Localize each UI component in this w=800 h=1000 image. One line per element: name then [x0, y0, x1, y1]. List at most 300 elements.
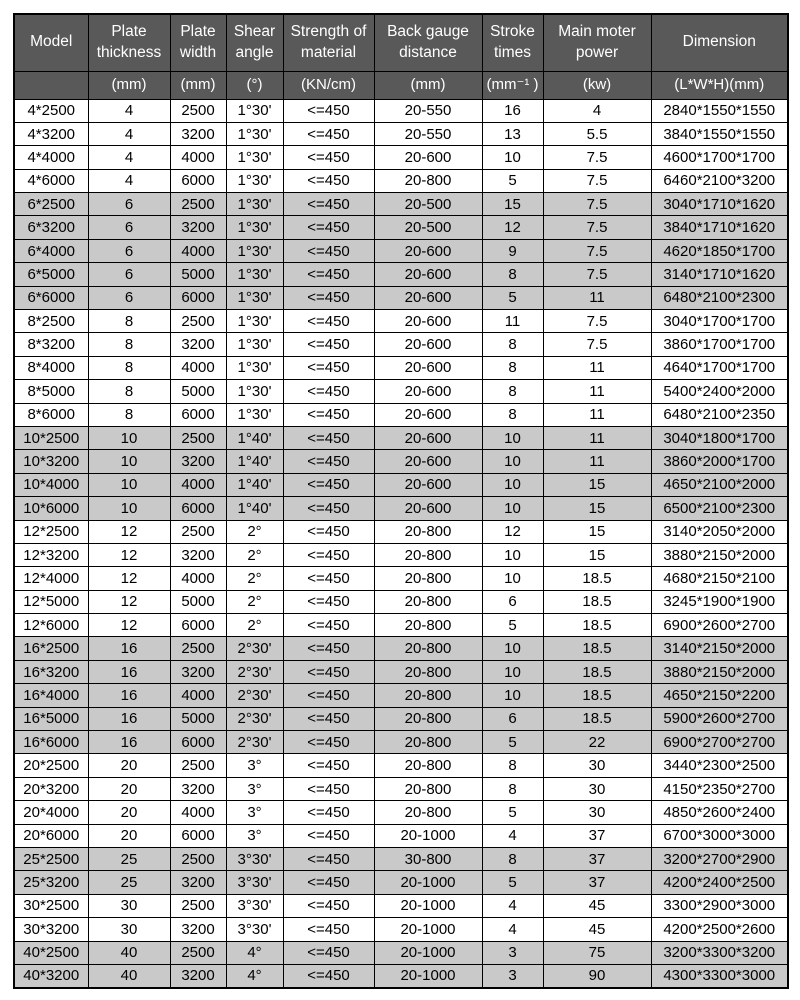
cell-strength-material: <=450 — [283, 122, 374, 145]
cell-dimension: 3880*2150*2000 — [651, 543, 788, 566]
table-row — [14, 310, 788, 333]
table-row — [14, 193, 788, 216]
cell-main-motor-power: 11 — [543, 426, 651, 449]
cell-stroke-times: 8 — [482, 754, 543, 777]
cell-plate-width: 2500 — [170, 99, 226, 122]
cell-strength-material: <=450 — [283, 941, 374, 964]
cell-plate-thickness: 6 — [88, 239, 170, 262]
cell-strength-material: <=450 — [283, 263, 374, 286]
cell-back-gauge-distance: 20-800 — [374, 660, 482, 683]
cell-shear-angle: 1°40' — [226, 450, 283, 473]
cell-plate-width: 3200 — [170, 918, 226, 941]
cell-stroke-times: 13 — [482, 122, 543, 145]
cell-back-gauge-distance: 20-600 — [374, 239, 482, 262]
cell-plate-thickness: 30 — [88, 894, 170, 917]
table-row — [14, 146, 788, 169]
cell-back-gauge-distance: 20-600 — [374, 426, 482, 449]
cell-model: 4*4000 — [14, 146, 88, 169]
table-row — [14, 707, 788, 730]
cell-strength-material: <=450 — [283, 801, 374, 824]
cell-model: 6*6000 — [14, 286, 88, 309]
cell-plate-width: 6000 — [170, 403, 226, 426]
table-row — [14, 964, 788, 987]
cell-model: 4*3200 — [14, 122, 88, 145]
cell-strength-material: <=450 — [283, 871, 374, 894]
cell-shear-angle: 2° — [226, 520, 283, 543]
cell-back-gauge-distance: 20-800 — [374, 614, 482, 637]
cell-dimension: 6460*2100*3200 — [651, 169, 788, 192]
cell-dimension: 4650*2150*2200 — [651, 684, 788, 707]
cell-plate-width: 3200 — [170, 122, 226, 145]
cell-shear-angle: 3° — [226, 777, 283, 800]
cell-plate-thickness: 12 — [88, 520, 170, 543]
header-back-gauge-distance: Back gauge distance — [374, 14, 482, 71]
header-shear-angle: Shear angle — [226, 14, 283, 71]
cell-stroke-times: 11 — [482, 310, 543, 333]
header-dimension: Dimension — [651, 14, 788, 71]
cell-plate-width: 6000 — [170, 286, 226, 309]
cell-model: 6*4000 — [14, 239, 88, 262]
cell-model: 8*6000 — [14, 403, 88, 426]
cell-plate-thickness: 20 — [88, 777, 170, 800]
cell-plate-thickness: 40 — [88, 941, 170, 964]
table-row — [14, 824, 788, 847]
cell-strength-material: <=450 — [283, 707, 374, 730]
cell-main-motor-power: 11 — [543, 380, 651, 403]
cell-main-motor-power: 18.5 — [543, 567, 651, 590]
cell-back-gauge-distance: 20-800 — [374, 637, 482, 660]
cell-back-gauge-distance: 20-600 — [374, 497, 482, 520]
cell-stroke-times: 10 — [482, 637, 543, 660]
cell-stroke-times: 5 — [482, 614, 543, 637]
cell-stroke-times: 12 — [482, 520, 543, 543]
cell-back-gauge-distance: 20-600 — [374, 263, 482, 286]
unit-dimension: (L*W*H)(mm) — [651, 71, 788, 99]
table-row — [14, 333, 788, 356]
cell-shear-angle: 1°30' — [226, 122, 283, 145]
cell-plate-width: 2500 — [170, 941, 226, 964]
cell-strength-material: <=450 — [283, 146, 374, 169]
cell-dimension: 6900*2700*2700 — [651, 731, 788, 754]
cell-back-gauge-distance: 20-800 — [374, 777, 482, 800]
cell-plate-width: 4000 — [170, 567, 226, 590]
cell-stroke-times: 8 — [482, 777, 543, 800]
cell-dimension: 4300*3300*3000 — [651, 964, 788, 987]
cell-back-gauge-distance: 20-550 — [374, 99, 482, 122]
cell-shear-angle: 1°30' — [226, 169, 283, 192]
cell-model: 8*3200 — [14, 333, 88, 356]
cell-stroke-times: 8 — [482, 848, 543, 871]
cell-main-motor-power: 7.5 — [543, 216, 651, 239]
cell-dimension: 3140*1710*1620 — [651, 263, 788, 286]
cell-plate-thickness: 8 — [88, 380, 170, 403]
cell-back-gauge-distance: 20-800 — [374, 731, 482, 754]
cell-main-motor-power: 5.5 — [543, 122, 651, 145]
cell-plate-thickness: 4 — [88, 169, 170, 192]
cell-dimension: 2840*1550*1550 — [651, 99, 788, 122]
cell-dimension: 3880*2150*2000 — [651, 660, 788, 683]
cell-shear-angle: 2° — [226, 543, 283, 566]
cell-shear-angle: 1°30' — [226, 356, 283, 379]
cell-dimension: 6500*2100*2300 — [651, 497, 788, 520]
cell-model: 16*6000 — [14, 731, 88, 754]
unit-shear-angle: (°) — [226, 71, 283, 99]
table-row — [14, 660, 788, 683]
cell-main-motor-power: 15 — [543, 497, 651, 520]
cell-plate-thickness: 10 — [88, 497, 170, 520]
cell-dimension: 4200*2500*2600 — [651, 918, 788, 941]
table-row — [14, 590, 788, 613]
cell-shear-angle: 2°30' — [226, 684, 283, 707]
cell-strength-material: <=450 — [283, 614, 374, 637]
unit-back-gauge-distance: (mm) — [374, 71, 482, 99]
cell-plate-width: 4000 — [170, 239, 226, 262]
cell-model: 40*3200 — [14, 964, 88, 987]
cell-shear-angle: 3° — [226, 824, 283, 847]
cell-main-motor-power: 18.5 — [543, 614, 651, 637]
cell-plate-thickness: 4 — [88, 122, 170, 145]
cell-stroke-times: 10 — [482, 684, 543, 707]
cell-plate-width: 3200 — [170, 543, 226, 566]
cell-plate-thickness: 6 — [88, 263, 170, 286]
cell-plate-width: 2500 — [170, 894, 226, 917]
cell-shear-angle: 3° — [226, 801, 283, 824]
cell-stroke-times: 5 — [482, 286, 543, 309]
cell-model: 30*2500 — [14, 894, 88, 917]
cell-model: 12*3200 — [14, 543, 88, 566]
cell-stroke-times: 5 — [482, 169, 543, 192]
cell-plate-width: 3200 — [170, 450, 226, 473]
table-row — [14, 356, 788, 379]
cell-dimension: 6700*3000*3000 — [651, 824, 788, 847]
cell-plate-width: 5000 — [170, 590, 226, 613]
cell-plate-thickness: 6 — [88, 286, 170, 309]
cell-back-gauge-distance: 20-600 — [374, 403, 482, 426]
table-row — [14, 801, 788, 824]
cell-strength-material: <=450 — [283, 520, 374, 543]
cell-strength-material: <=450 — [283, 918, 374, 941]
cell-plate-thickness: 16 — [88, 660, 170, 683]
cell-plate-thickness: 16 — [88, 731, 170, 754]
cell-shear-angle: 1°30' — [226, 333, 283, 356]
cell-model: 16*2500 — [14, 637, 88, 660]
cell-dimension: 5900*2600*2700 — [651, 707, 788, 730]
cell-shear-angle: 2° — [226, 567, 283, 590]
cell-plate-width: 2500 — [170, 426, 226, 449]
unit-strength-material: (KN/cm) — [283, 71, 374, 99]
table-body — [14, 99, 788, 988]
cell-strength-material: <=450 — [283, 590, 374, 613]
cell-dimension: 3040*1710*1620 — [651, 193, 788, 216]
cell-plate-width: 2500 — [170, 520, 226, 543]
cell-main-motor-power: 45 — [543, 894, 651, 917]
table-row — [14, 169, 788, 192]
cell-back-gauge-distance: 20-500 — [374, 193, 482, 216]
cell-dimension: 6480*2100*2350 — [651, 403, 788, 426]
cell-main-motor-power: 7.5 — [543, 310, 651, 333]
cell-model: 10*4000 — [14, 473, 88, 496]
cell-model: 12*5000 — [14, 590, 88, 613]
cell-dimension: 3200*3300*3200 — [651, 941, 788, 964]
cell-back-gauge-distance: 20-600 — [374, 310, 482, 333]
cell-back-gauge-distance: 20-1000 — [374, 894, 482, 917]
cell-dimension: 3300*2900*3000 — [651, 894, 788, 917]
cell-stroke-times: 5 — [482, 801, 543, 824]
cell-plate-thickness: 12 — [88, 590, 170, 613]
cell-plate-width: 3200 — [170, 216, 226, 239]
cell-model: 16*3200 — [14, 660, 88, 683]
cell-strength-material: <=450 — [283, 777, 374, 800]
cell-main-motor-power: 7.5 — [543, 239, 651, 262]
cell-plate-width: 6000 — [170, 824, 226, 847]
cell-shear-angle: 3°30' — [226, 918, 283, 941]
cell-main-motor-power: 75 — [543, 941, 651, 964]
cell-stroke-times: 4 — [482, 824, 543, 847]
cell-model: 16*5000 — [14, 707, 88, 730]
cell-stroke-times: 10 — [482, 473, 543, 496]
cell-model: 10*3200 — [14, 450, 88, 473]
cell-dimension: 3140*2150*2000 — [651, 637, 788, 660]
header-plate-width: Plate width — [170, 14, 226, 71]
table-row — [14, 216, 788, 239]
cell-stroke-times: 8 — [482, 356, 543, 379]
cell-dimension: 6480*2100*2300 — [651, 286, 788, 309]
cell-plate-thickness: 8 — [88, 403, 170, 426]
cell-model: 30*3200 — [14, 918, 88, 941]
cell-strength-material: <=450 — [283, 567, 374, 590]
cell-model: 6*5000 — [14, 263, 88, 286]
cell-main-motor-power: 18.5 — [543, 684, 651, 707]
cell-stroke-times: 8 — [482, 380, 543, 403]
header-plate-thickness: Plate thickness — [88, 14, 170, 71]
cell-main-motor-power: 11 — [543, 403, 651, 426]
cell-main-motor-power: 4 — [543, 99, 651, 122]
cell-dimension: 4850*2600*2400 — [651, 801, 788, 824]
cell-dimension: 3440*2300*2500 — [651, 754, 788, 777]
cell-back-gauge-distance: 20-600 — [374, 450, 482, 473]
cell-plate-width: 6000 — [170, 169, 226, 192]
cell-plate-width: 4000 — [170, 473, 226, 496]
cell-dimension: 4680*2150*2100 — [651, 567, 788, 590]
table-header — [14, 14, 788, 99]
cell-plate-thickness: 12 — [88, 543, 170, 566]
cell-plate-width: 4000 — [170, 146, 226, 169]
cell-stroke-times: 12 — [482, 216, 543, 239]
cell-main-motor-power: 18.5 — [543, 660, 651, 683]
cell-model: 20*6000 — [14, 824, 88, 847]
cell-stroke-times: 9 — [482, 239, 543, 262]
cell-strength-material: <=450 — [283, 684, 374, 707]
cell-main-motor-power: 18.5 — [543, 637, 651, 660]
cell-plate-thickness: 20 — [88, 754, 170, 777]
table-row — [14, 848, 788, 871]
table-row — [14, 777, 788, 800]
cell-plate-thickness: 8 — [88, 310, 170, 333]
cell-plate-thickness: 10 — [88, 473, 170, 496]
cell-plate-thickness: 20 — [88, 801, 170, 824]
cell-plate-thickness: 40 — [88, 964, 170, 987]
table-row — [14, 263, 788, 286]
cell-back-gauge-distance: 20-800 — [374, 590, 482, 613]
cell-shear-angle: 1°30' — [226, 99, 283, 122]
cell-model: 25*3200 — [14, 871, 88, 894]
cell-plate-thickness: 16 — [88, 684, 170, 707]
cell-dimension: 3860*1700*1700 — [651, 333, 788, 356]
cell-main-motor-power: 45 — [543, 918, 651, 941]
cell-main-motor-power: 90 — [543, 964, 651, 987]
cell-model: 20*2500 — [14, 754, 88, 777]
cell-strength-material: <=450 — [283, 450, 374, 473]
table-row — [14, 497, 788, 520]
cell-plate-thickness: 4 — [88, 146, 170, 169]
cell-main-motor-power: 11 — [543, 450, 651, 473]
cell-stroke-times: 10 — [482, 543, 543, 566]
cell-plate-thickness: 4 — [88, 99, 170, 122]
table-row — [14, 403, 788, 426]
cell-strength-material: <=450 — [283, 169, 374, 192]
cell-shear-angle: 1°30' — [226, 310, 283, 333]
cell-plate-thickness: 10 — [88, 426, 170, 449]
cell-stroke-times: 10 — [482, 146, 543, 169]
cell-plate-thickness: 8 — [88, 356, 170, 379]
cell-model: 16*4000 — [14, 684, 88, 707]
cell-strength-material: <=450 — [283, 286, 374, 309]
cell-shear-angle: 1°30' — [226, 193, 283, 216]
cell-shear-angle: 3° — [226, 754, 283, 777]
cell-strength-material: <=450 — [283, 731, 374, 754]
header-unit-row — [14, 71, 788, 99]
cell-strength-material: <=450 — [283, 216, 374, 239]
cell-back-gauge-distance: 20-550 — [374, 122, 482, 145]
cell-plate-width: 4000 — [170, 356, 226, 379]
cell-shear-angle: 1°30' — [226, 380, 283, 403]
cell-shear-angle: 2° — [226, 590, 283, 613]
cell-main-motor-power: 18.5 — [543, 707, 651, 730]
cell-plate-width: 2500 — [170, 637, 226, 660]
cell-strength-material: <=450 — [283, 754, 374, 777]
cell-shear-angle: 1°30' — [226, 146, 283, 169]
cell-model: 4*6000 — [14, 169, 88, 192]
cell-dimension: 4620*1850*1700 — [651, 239, 788, 262]
cell-main-motor-power: 7.5 — [543, 263, 651, 286]
table-row — [14, 122, 788, 145]
cell-strength-material: <=450 — [283, 239, 374, 262]
cell-stroke-times: 10 — [482, 426, 543, 449]
cell-shear-angle: 1°40' — [226, 426, 283, 449]
cell-plate-width: 4000 — [170, 801, 226, 824]
cell-dimension: 3245*1900*1900 — [651, 590, 788, 613]
cell-dimension: 3840*1710*1620 — [651, 216, 788, 239]
cell-back-gauge-distance: 20-800 — [374, 684, 482, 707]
cell-plate-width: 2500 — [170, 754, 226, 777]
cell-stroke-times: 4 — [482, 894, 543, 917]
cell-stroke-times: 10 — [482, 450, 543, 473]
table-row — [14, 520, 788, 543]
cell-dimension: 4600*1700*1700 — [651, 146, 788, 169]
cell-strength-material: <=450 — [283, 193, 374, 216]
table-row — [14, 894, 788, 917]
spec-sheet — [13, 13, 789, 989]
table-row — [14, 380, 788, 403]
cell-plate-thickness: 6 — [88, 193, 170, 216]
cell-plate-thickness: 16 — [88, 707, 170, 730]
cell-stroke-times: 10 — [482, 497, 543, 520]
cell-shear-angle: 1°40' — [226, 473, 283, 496]
table-row — [14, 614, 788, 637]
cell-strength-material: <=450 — [283, 637, 374, 660]
table-row — [14, 543, 788, 566]
table-row — [14, 239, 788, 262]
cell-plate-thickness: 10 — [88, 450, 170, 473]
cell-plate-width: 6000 — [170, 497, 226, 520]
cell-plate-width: 6000 — [170, 731, 226, 754]
cell-shear-angle: 1°40' — [226, 497, 283, 520]
cell-stroke-times: 3 — [482, 964, 543, 987]
cell-plate-width: 3200 — [170, 964, 226, 987]
cell-model: 8*4000 — [14, 356, 88, 379]
cell-main-motor-power: 37 — [543, 848, 651, 871]
cell-stroke-times: 6 — [482, 707, 543, 730]
cell-shear-angle: 1°30' — [226, 263, 283, 286]
cell-strength-material: <=450 — [283, 473, 374, 496]
header-strength-material: Strength of material — [283, 14, 374, 71]
cell-back-gauge-distance: 20-600 — [374, 380, 482, 403]
table-row — [14, 941, 788, 964]
cell-plate-width: 6000 — [170, 614, 226, 637]
unit-plate-thickness: (mm) — [88, 71, 170, 99]
cell-strength-material: <=450 — [283, 403, 374, 426]
cell-plate-width: 2500 — [170, 193, 226, 216]
cell-back-gauge-distance: 20-600 — [374, 286, 482, 309]
cell-plate-width: 5000 — [170, 380, 226, 403]
cell-back-gauge-distance: 20-800 — [374, 543, 482, 566]
cell-plate-thickness: 16 — [88, 637, 170, 660]
cell-back-gauge-distance: 20-800 — [374, 520, 482, 543]
table-row — [14, 918, 788, 941]
spec-table — [13, 13, 789, 989]
cell-back-gauge-distance: 20-800 — [374, 567, 482, 590]
cell-main-motor-power: 7.5 — [543, 146, 651, 169]
cell-stroke-times: 8 — [482, 403, 543, 426]
cell-back-gauge-distance: 20-500 — [374, 216, 482, 239]
cell-main-motor-power: 18.5 — [543, 590, 651, 613]
cell-main-motor-power: 7.5 — [543, 169, 651, 192]
table-row — [14, 684, 788, 707]
cell-dimension: 3040*1800*1700 — [651, 426, 788, 449]
cell-model: 4*2500 — [14, 99, 88, 122]
cell-dimension: 3040*1700*1700 — [651, 310, 788, 333]
table-row — [14, 731, 788, 754]
cell-plate-width: 3200 — [170, 333, 226, 356]
cell-strength-material: <=450 — [283, 824, 374, 847]
cell-model: 8*2500 — [14, 310, 88, 333]
cell-strength-material: <=450 — [283, 660, 374, 683]
cell-strength-material: <=450 — [283, 99, 374, 122]
cell-dimension: 4650*2100*2000 — [651, 473, 788, 496]
cell-stroke-times: 16 — [482, 99, 543, 122]
unit-stroke-times: (mm⁻¹ ) — [482, 71, 543, 99]
cell-model: 10*6000 — [14, 497, 88, 520]
cell-strength-material: <=450 — [283, 497, 374, 520]
cell-dimension: 3200*2700*2900 — [651, 848, 788, 871]
cell-dimension: 4640*1700*1700 — [651, 356, 788, 379]
table-row — [14, 871, 788, 894]
table-row — [14, 426, 788, 449]
cell-main-motor-power: 7.5 — [543, 193, 651, 216]
cell-dimension: 3860*2000*1700 — [651, 450, 788, 473]
cell-model: 20*3200 — [14, 777, 88, 800]
cell-plate-thickness: 25 — [88, 871, 170, 894]
